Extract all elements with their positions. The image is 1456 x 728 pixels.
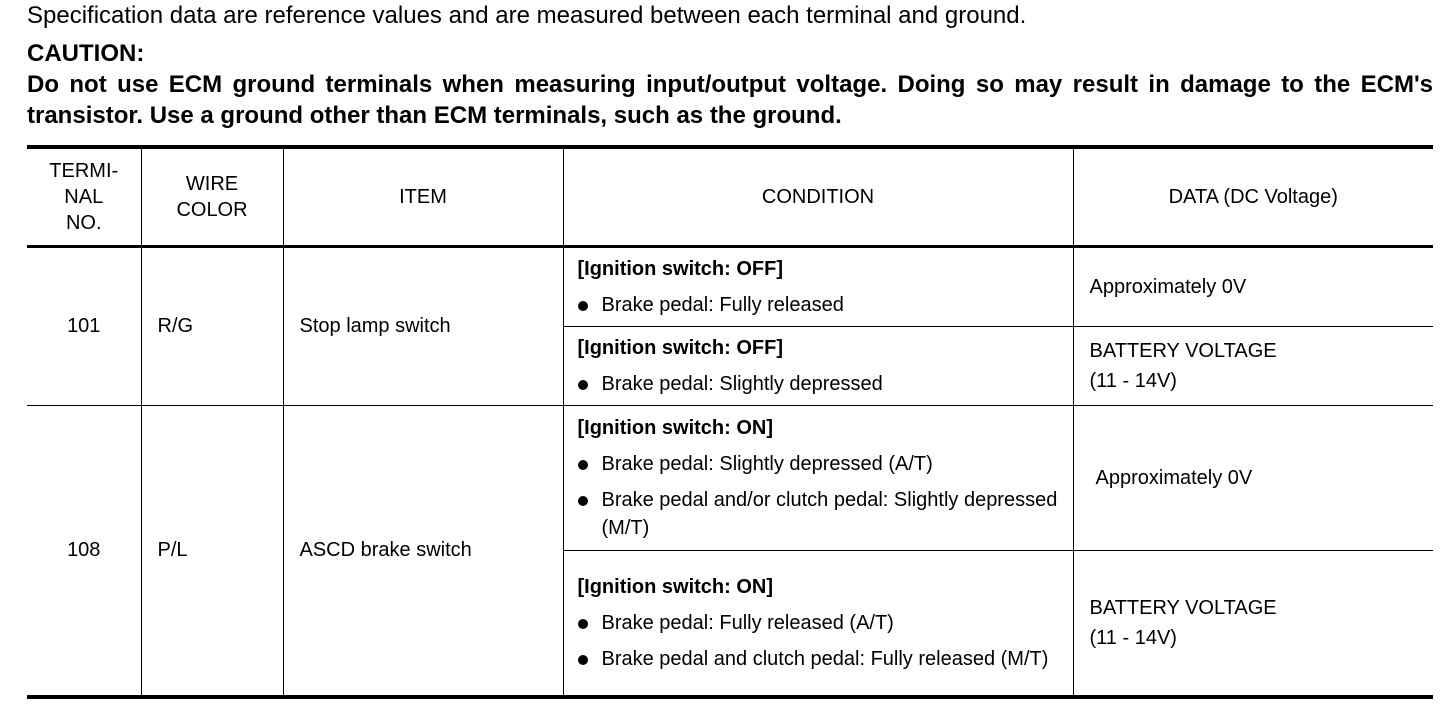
condition-bullet-text: Brake pedal and clutch pedal: Fully released (M/T) [601,648,1049,670]
bullet-dot-icon [578,301,588,311]
condition-title: [Ignition switch: OFF] [577,337,784,359]
caution-title: CAUTION: [27,40,145,67]
condition-title: [Ignition switch: ON] [577,417,774,439]
condition-bullet [578,370,1061,398]
terminal-number: 101 [27,247,141,406]
terminal-spec-table [27,145,1433,699]
data-cell [1073,247,1433,327]
spec-note: Specification data are reference values and are measured between each terminal and ground. [27,2,1027,29]
header-terminal-line3: NO. [65,212,102,234]
condition-bullet-text: Brake pedal: Fully released [601,294,844,316]
condition-bullet-text: Brake pedal and/or clutch pedal: Slightly depressed (M/T) [601,489,1058,539]
table-header-row [27,147,1433,247]
condition-bullet-text: Brake pedal: Slightly depressed [601,373,883,395]
item-name: Stop lamp switch [283,247,563,406]
header-wire-color [141,147,283,247]
wire-color: P/L [141,406,283,698]
header-terminal-line2: NAL [64,186,104,208]
data-cell [1073,406,1433,551]
table-row [27,406,1433,551]
bullet-dot-icon [578,380,588,390]
condition-title: [Ignition switch: OFF] [577,258,784,280]
header-item: ITEM [283,147,563,247]
condition-bullet [578,645,1061,673]
condition-cell [563,247,1073,327]
condition-cell [563,406,1073,551]
data-value: Approximately 0V [1089,276,1247,298]
item-name: ASCD brake switch [283,406,563,698]
data-value-range: (11 - 14V) [1089,370,1177,392]
table-row [27,247,1433,327]
caution-body: Do not use ECM ground terminals when measuring input/output voltage. Doing so may result in damage to the ECM's transistor. Use a ground other than ECM terminals, such as the ground. [27,71,1433,129]
data-value: BATTERY VOLTAGE [1089,340,1277,362]
data-value-range: (11 - 14V) [1089,627,1177,649]
bullet-dot-icon [578,655,588,665]
data-value: BATTERY VOLTAGE [1089,597,1277,619]
header-wire-line1: WIRE [185,173,239,195]
condition-bullet [578,450,1061,478]
condition-bullet [578,291,1061,319]
condition-bullet [578,486,1061,542]
data-cell [1073,551,1433,698]
data-cell [1073,327,1433,406]
condition-bullet-text: Brake pedal: Fully released (A/T) [601,612,894,634]
terminal-number: 108 [27,406,141,698]
header-terminal-no [27,147,141,247]
condition-bullet-text: Brake pedal: Slightly depressed (A/T) [601,453,933,475]
condition-title: [Ignition switch: ON] [577,576,774,598]
header-wire-line2: COLOR [176,199,248,221]
condition-bullet [578,609,1061,637]
header-data: DATA (DC Voltage) [1073,147,1433,247]
bullet-dot-icon [578,496,588,506]
bullet-dot-icon [578,619,588,629]
wire-color: R/G [141,247,283,406]
condition-cell [563,551,1073,698]
data-value: Approximately 0V [1095,467,1253,489]
header-terminal-line1: TERMI- [49,160,119,182]
bullet-dot-icon [578,460,588,470]
header-condition: CONDITION [563,147,1073,247]
document-page [27,0,1433,670]
condition-cell [563,327,1073,406]
